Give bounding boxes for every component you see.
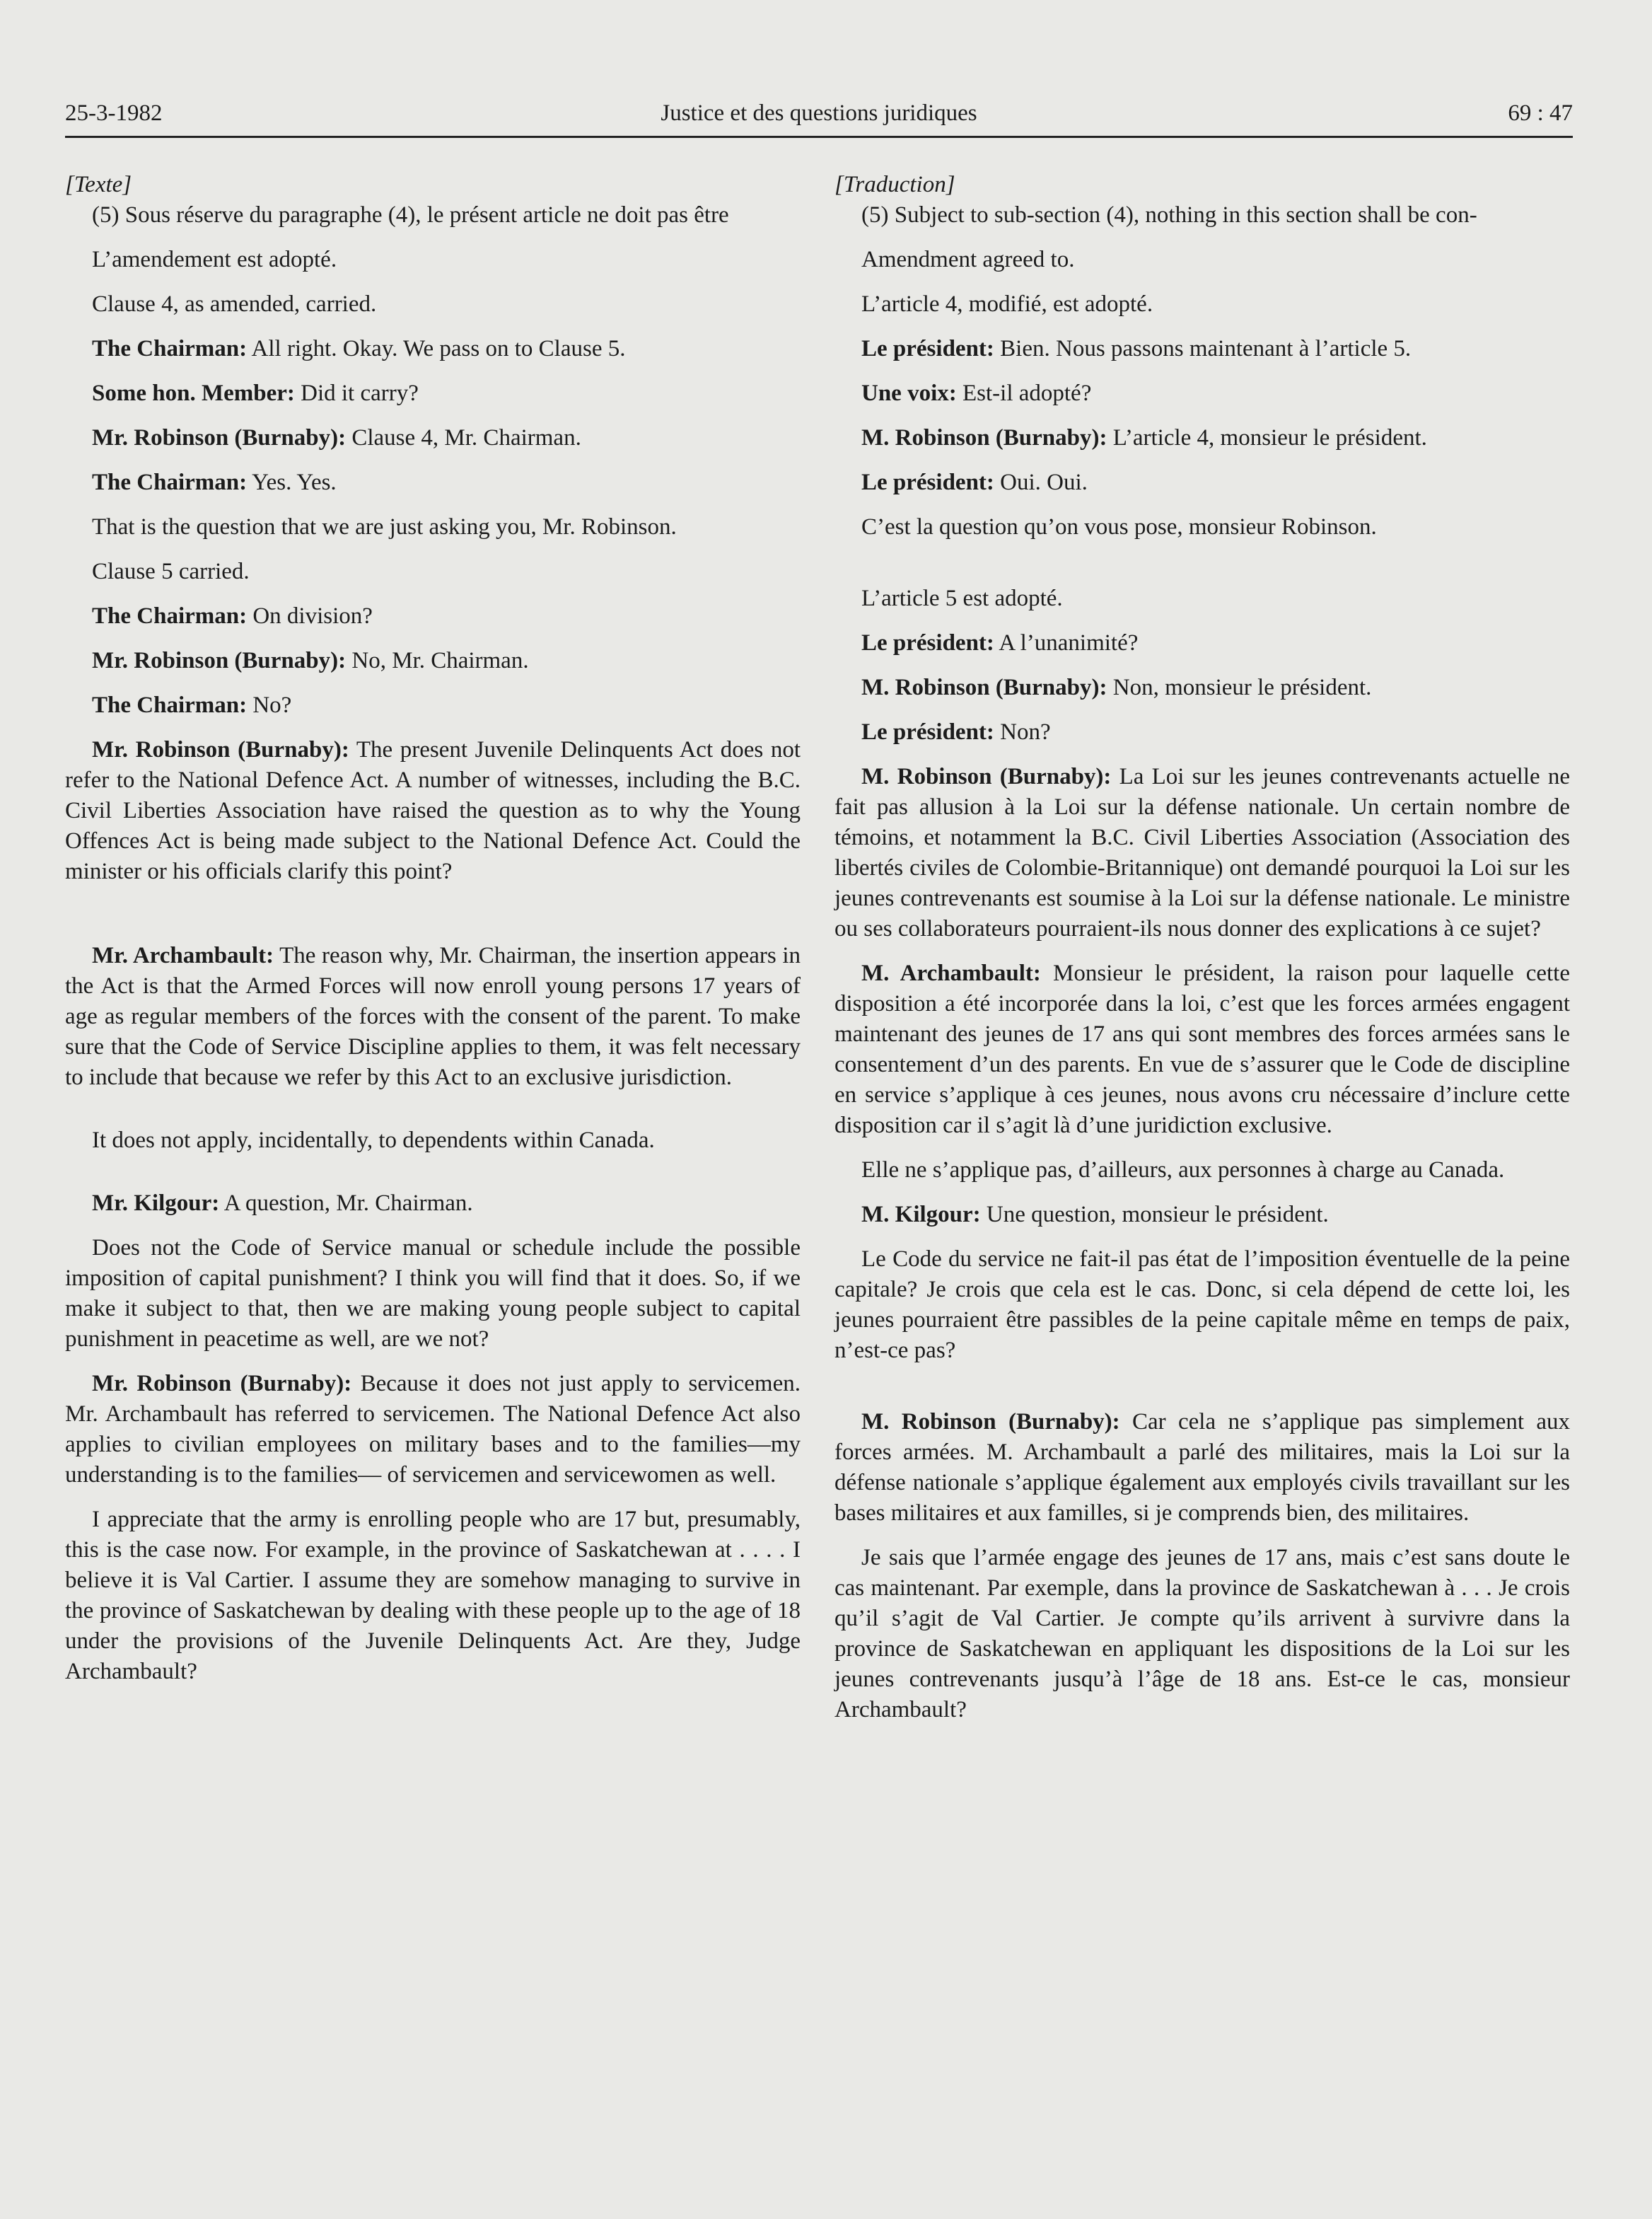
paragraph: L’amendement est adopté. — [92, 247, 337, 272]
speech-text: The present Juvenile Delinquents Act does not refer to the National Defence Act. A number of witnesses, including the B.C. Civil Liberties Association have raised the question as to why the Young Offences Act is being made subject to the National Defence Act. Could the minister or his officials clarify this point? — [65, 737, 801, 884]
speaker-name: Mr. Robinson (Burnaby): — [92, 737, 349, 763]
speaker-name: M. Robinson (Burnaby): — [861, 764, 1112, 789]
paragraph: (5) Sous réserve du paragraphe (4), le présent article ne doit pas être — [92, 202, 729, 228]
section-heading: [Traduction] — [834, 172, 955, 197]
speech-paragraph — [834, 717, 1570, 748]
speech-text: Because it does not just apply to servicemen. Mr. Archambault has referred to servicemen. The National Defence Act also applies to civilian employees on military bases and to the families—my understanding is to the families— of servicemen and servicewomen as well. — [65, 1371, 801, 1488]
speech-paragraph — [65, 423, 801, 453]
paragraph: (5) Subject to sub-section (4), nothing in this section shall be con- — [861, 202, 1477, 228]
speaker-name: The Chairman: — [92, 470, 248, 495]
paragraph: It does not apply, incidentally, to dependents within Canada. — [92, 1128, 655, 1153]
speaker-name: Le président: — [861, 336, 994, 361]
paragraph: Clause 5 carried. — [92, 559, 250, 584]
paragraph: L’article 4, modifié, est adopté. — [861, 291, 1153, 317]
speech-paragraph — [65, 690, 801, 721]
speaker-name: The Chairman: — [92, 336, 248, 361]
speaker-name: M. Kilgour: — [861, 1202, 981, 1227]
speech-text: L’article 4, monsieur le président. — [1107, 425, 1427, 451]
speaker-name: Mr. Robinson (Burnaby): — [92, 425, 347, 451]
speech-text: A question, Mr. Chairman. — [219, 1190, 473, 1216]
speaker-name: Une voix: — [861, 381, 957, 406]
speaker-name: The Chairman: — [92, 603, 248, 629]
speaker-name: M. Archambault: — [861, 961, 1041, 986]
speech-text: Oui. Oui. — [994, 470, 1088, 495]
speech-text: Clause 4, Mr. Chairman. — [346, 425, 581, 451]
paragraph: C’est la question qu’on vous pose, monsieur Robinson. — [861, 514, 1377, 540]
speech-paragraph — [834, 1407, 1570, 1529]
header-date: 25-3-1982 — [65, 100, 163, 126]
header-page-number: 69 : 47 — [1508, 100, 1573, 126]
speech-text: Non? — [994, 719, 1051, 745]
speech-paragraph — [834, 628, 1570, 659]
paragraph: Elle ne s’applique pas, d’ailleurs, aux personnes à charge au Canada. — [861, 1157, 1505, 1183]
speech-text: The reason why, Mr. Chairman, the insertion appears in the Act is that the Armed Forces will now enroll young persons 17 years of age as regular members of the forces with the consent of the parent. To make sure that the Code of Service Discipline applies to them, it was felt necessary to include that because we refer by this Act to an exclusive jurisdiction. — [65, 943, 801, 1090]
speech-paragraph — [834, 673, 1570, 703]
speech-text: Monsieur le président, la raison pour laquelle cette disposition a été incorporée dans la loi, c’est que les forces armées engagent maintenant des jeunes de 17 ans qui sont membres des forces armées sans le consentement d’un des parents. En vue de s’assurer que le Code de discipline en service s’applique à ces jeunes, nous avons cru nécessaire d’inclure cette disposition car il s’agit là d’une juridiction exclusive. — [834, 961, 1570, 1138]
speech-text: On division? — [247, 603, 373, 629]
paragraph: Clause 4, as amended, carried. — [92, 291, 377, 317]
speech-paragraph — [65, 1369, 801, 1490]
speech-paragraph — [65, 941, 801, 1093]
speaker-name: M. Robinson (Burnaby): — [861, 1409, 1120, 1435]
speech-text: Yes. Yes. — [247, 470, 337, 495]
speech-paragraph — [834, 334, 1570, 364]
speaker-name: M. Robinson (Burnaby): — [861, 425, 1107, 451]
speech-paragraph — [65, 334, 801, 364]
paragraph: Does not the Code of Service manual or schedule include the possible imposition of capital punishment? I think you will find that it does. So, if we make it subject to that, then we are making young people subject to capital punishment in peacetime as well, are we not? — [65, 1235, 801, 1352]
speech-text: La Loi sur les jeunes contrevenants actuelle ne fait pas allusion à la Loi sur la défense nationale. Un certain nombre de témoins, et notamment la B.C. Civil Liberties Association (Association des libertés civiles de Colombie-Britannique) ont demandé pourquoi la Loi sur les jeunes contrevenants est soumise à la Loi sur la défense nationale. Le ministre ou ses collaborateurs pourraient-ils nous donner des explications à ce sujet? — [834, 764, 1571, 942]
left-column — [65, 170, 801, 1687]
speaker-name: M. Robinson (Burnaby): — [861, 675, 1107, 700]
paragraph: That is the question that we are just asking you, Mr. Robinson. — [92, 514, 677, 540]
speech-paragraph — [65, 1188, 801, 1219]
speech-paragraph — [834, 1200, 1570, 1230]
paragraph: Amendment agreed to. — [861, 247, 1075, 272]
speech-text: No? — [247, 693, 292, 718]
section-heading: [Texte] — [65, 172, 132, 197]
speech-text: Car cela ne s’applique pas simplement aux forces armées. M. Archambault a parlé des militaires, mais la Loi sur la défense nationale s’applique également aux employés civils travaillant sur les bases militaires et aux familles, si je comprends bien, des militaires. — [834, 1409, 1571, 1526]
speech-text: Non, monsieur le président. — [1107, 675, 1372, 700]
speaker-name: Mr. Robinson (Burnaby): — [92, 648, 347, 673]
paragraph: L’article 5 est adopté. — [861, 586, 1063, 611]
speech-paragraph — [834, 378, 1570, 409]
speech-text: Bien. Nous passons maintenant à l’article 5. — [994, 336, 1412, 361]
speech-text: Une question, monsieur le président. — [980, 1202, 1329, 1227]
paragraph: I appreciate that the army is enrolling people who are 17 but, presumably, this is the case now. For example, in the province of Saskatchewan at . . . . I believe it is Val Cartier. I assume they are somehow managing to survive in the province of Saskatchewan by dealing with these people up to the age of 18 under the provisions of the Juvenile Delinquents Act. Are they, Judge Archambault? — [65, 1507, 801, 1684]
speech-paragraph — [834, 423, 1570, 453]
speaker-name: The Chairman: — [92, 693, 248, 718]
speech-paragraph — [834, 958, 1570, 1141]
speech-paragraph — [65, 601, 801, 632]
speaker-name: Mr. Archambault: — [92, 943, 274, 968]
speech-paragraph — [834, 762, 1570, 944]
paragraph: Je sais que l’armée engage des jeunes de 17 ans, mais c’est sans doute le cas maintenant. Par exemple, dans la province de Saskatchewan à . . . Je crois qu’il s’agit de Val Cartier. Je compte qu’ils arrivent à survivre dans la province de Saskatchewan en appliquant les dispositions de la Loi sur les jeunes contrevenants jusqu’à l’âge de 18 ans. Est-ce le cas, monsieur Archambault? — [834, 1545, 1570, 1722]
speaker-name: Mr. Kilgour: — [92, 1190, 220, 1216]
header-title: Justice et des questions juridiques — [661, 100, 977, 126]
speech-text: All right. Okay. We pass on to Clause 5. — [247, 336, 626, 361]
speaker-name: Mr. Robinson (Burnaby): — [92, 1371, 352, 1396]
speech-text: No, Mr. Chairman. — [346, 648, 529, 673]
speech-text: Did it carry? — [294, 381, 419, 406]
speech-paragraph — [65, 646, 801, 676]
right-column — [834, 170, 1570, 1725]
speaker-name: Le président: — [861, 719, 994, 745]
speaker-name: Le président: — [861, 470, 994, 495]
speaker-name: Some hon. Member: — [92, 381, 295, 406]
speech-text: A l’unanimité? — [994, 630, 1139, 656]
speech-text: Est-il adopté? — [956, 381, 1092, 406]
page-header — [65, 98, 1573, 138]
speech-paragraph — [834, 468, 1570, 498]
speech-paragraph — [65, 468, 801, 498]
speech-paragraph — [65, 735, 801, 887]
speech-paragraph — [65, 378, 801, 409]
paragraph: Le Code du service ne fait-il pas état de l’imposition éventuelle de la peine capitale? Je crois que cela est le cas. Donc, si cela dépend de cette loi, les jeunes pourraient être passibles de la peine capitale même en temps de paix, n’est-ce pas? — [834, 1246, 1570, 1363]
speaker-name: Le président: — [861, 630, 994, 656]
